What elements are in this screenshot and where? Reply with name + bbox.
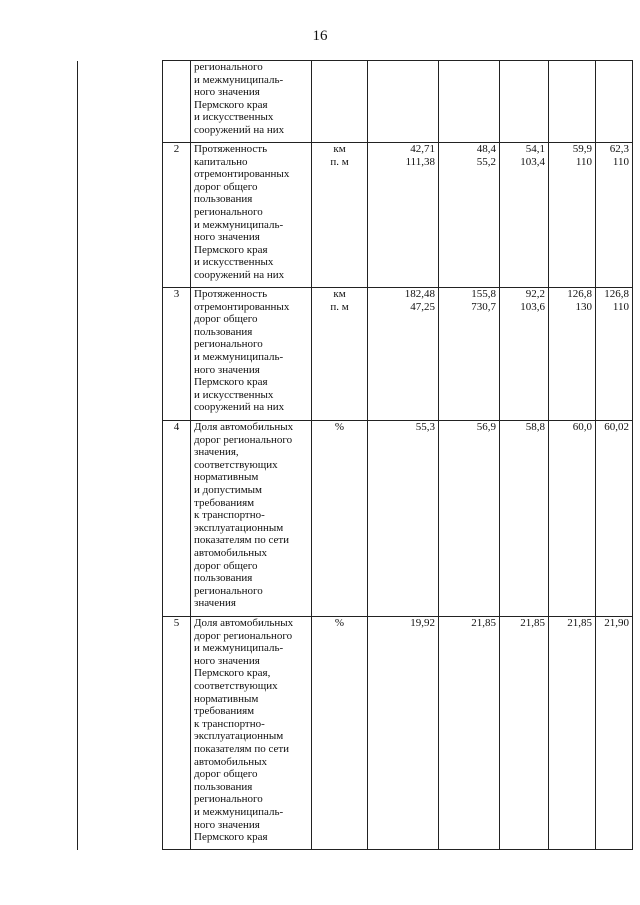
value-text: 155,8 — [471, 288, 496, 300]
value-cell — [368, 61, 439, 143]
value-text: 21,85 — [471, 617, 496, 629]
blank-cell — [78, 617, 163, 850]
row-number — [163, 61, 191, 143]
value-text: 21,85 — [567, 617, 592, 629]
value-text: 730,7 — [471, 300, 496, 313]
value-text: 126,8 — [567, 288, 592, 300]
unit-label: п. м — [330, 155, 349, 168]
unit-cell — [312, 421, 368, 617]
value-text: 62,3 — [609, 143, 629, 155]
indicator-name: Протяженность отремонтированных дорог общего пользования регионального и межмуниципаль- ного значения Пермского края и искусственных сооружений на них — [191, 288, 312, 421]
unit-cell — [312, 288, 368, 421]
value-text: 58,8 — [525, 421, 545, 433]
indicator-name: регионального и межмуниципаль- ного значения Пермского края и искусственных сооружений на них — [191, 61, 312, 143]
value-cell — [500, 421, 549, 617]
row-number: 4 — [163, 421, 191, 617]
table-row — [78, 143, 633, 288]
row-number: 2 — [163, 143, 191, 288]
value-text: 42,71 — [410, 143, 435, 155]
unit-cell — [312, 61, 368, 143]
row-number: 3 — [163, 288, 191, 421]
value-text: 59,9 — [572, 143, 592, 155]
value-cell — [500, 61, 549, 143]
value-text: 55,3 — [415, 421, 435, 433]
unit-label: км — [333, 288, 346, 300]
value-text: 110 — [612, 300, 629, 313]
value-text: 182,48 — [404, 288, 435, 300]
page-number: 16 — [312, 28, 328, 44]
value-text: 111,38 — [405, 155, 435, 168]
value-text: 126,8 — [604, 288, 629, 300]
value-text: 103,6 — [520, 300, 545, 313]
value-text: 56,9 — [476, 421, 496, 433]
value-cell — [596, 288, 633, 421]
value-cell — [439, 143, 500, 288]
value-text: 130 — [575, 300, 592, 313]
unit-label: км — [333, 143, 346, 155]
value-cell — [549, 617, 596, 850]
indicator-name: Доля автомобильных дорог регионального и межмуниципаль- ного значения Пермского края, соответствующих нормативным требованиям к транспортно- эксплуатационным показателям по сети автомобильных дорог общего пользования регионального и межмуниципаль- ного значения Пермского края — [191, 617, 312, 850]
value-cell — [368, 143, 439, 288]
value-text: 54,1 — [525, 143, 545, 155]
value-text: 110 — [575, 155, 592, 168]
unit-cell — [312, 617, 368, 850]
value-cell — [439, 61, 500, 143]
value-text: 48,4 — [476, 143, 496, 155]
unit-label: % — [334, 617, 345, 629]
value-text: 110 — [612, 155, 629, 168]
indicator-name: Протяженность капитально отремонтированных дорог общего пользования регионального и межмуниципаль- ного значения Пермского края и искусственных сооружений на них — [191, 143, 312, 288]
blank-cell — [78, 61, 163, 143]
value-cell — [596, 143, 633, 288]
value-cell — [500, 143, 549, 288]
table-row — [78, 617, 633, 850]
value-cell — [368, 288, 439, 421]
value-cell — [549, 61, 596, 143]
value-text: 60,02 — [604, 421, 629, 433]
unit-label: п. м — [330, 300, 349, 313]
value-text: 21,90 — [604, 617, 629, 629]
value-cell — [596, 421, 633, 617]
table-row — [78, 61, 633, 143]
value-text: 92,2 — [525, 288, 545, 300]
value-text: 47,25 — [410, 300, 435, 313]
value-text: 21,85 — [520, 617, 545, 629]
blank-cell — [78, 143, 163, 288]
indicator-name: Доля автомобильных дорог регионального значения, соответствующих нормативным и допустимым требованиям к транспортно- эксплуатационным показателям по сети автомобильных дорог общего пользования регионального значения — [191, 421, 312, 617]
unit-label: % — [334, 421, 345, 433]
table-row — [78, 421, 633, 617]
value-cell — [549, 421, 596, 617]
value-cell — [549, 288, 596, 421]
value-text: 60,0 — [572, 421, 592, 433]
value-cell — [368, 421, 439, 617]
value-cell — [439, 288, 500, 421]
blank-cell — [78, 421, 163, 617]
value-cell — [596, 61, 633, 143]
value-cell — [596, 617, 633, 850]
table-row — [78, 288, 633, 421]
value-cell — [439, 421, 500, 617]
value-text: 19,92 — [410, 617, 435, 629]
value-cell — [500, 617, 549, 850]
blank-cell — [78, 288, 163, 421]
unit-cell — [312, 143, 368, 288]
value-text: 103,4 — [520, 155, 545, 168]
row-number: 5 — [163, 617, 191, 850]
value-cell — [368, 617, 439, 850]
value-cell — [500, 288, 549, 421]
value-cell — [549, 143, 596, 288]
value-text: 55,2 — [476, 155, 496, 168]
value-cell — [439, 617, 500, 850]
indicators-table — [77, 60, 633, 850]
